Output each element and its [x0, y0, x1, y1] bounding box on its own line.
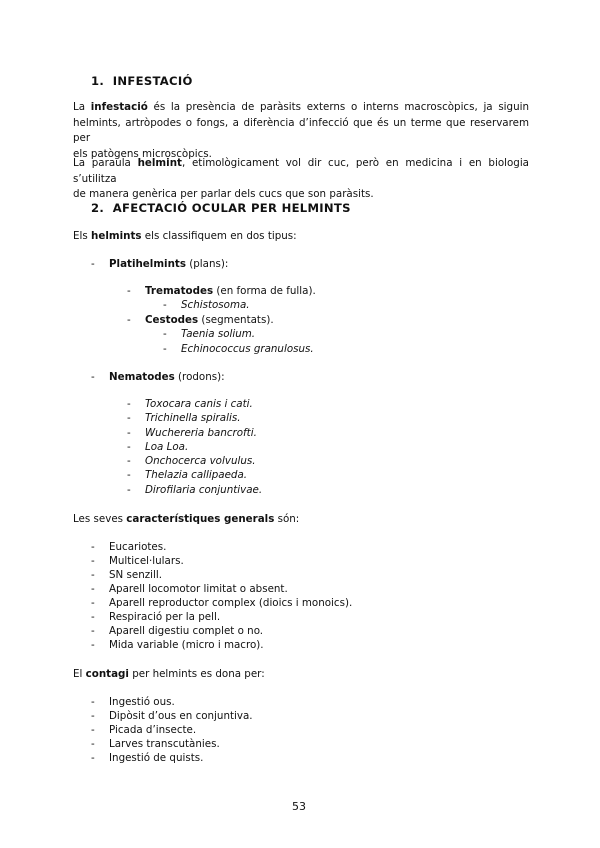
list-bullet: - — [91, 752, 95, 764]
text: els classifiquem en dos tipus: — [141, 230, 297, 242]
list-item: Multicel·lulars. — [109, 555, 184, 567]
characteristics-intro — [73, 513, 299, 525]
list-bullet: - — [91, 724, 95, 736]
list-item-nematodes — [109, 371, 225, 383]
paragraph-line — [73, 156, 529, 187]
term-contagi: contagi — [85, 668, 129, 680]
text: són: — [274, 513, 300, 525]
list-item: Respiració per la pell. — [109, 611, 221, 623]
text: per helmints es dona per: — [128, 668, 265, 680]
list-bullet: - — [127, 469, 131, 481]
list-item: Ingestió ous. — [109, 696, 175, 708]
paragraph-helmint — [73, 156, 529, 203]
paragraph-line: helmints, artròpodes o fongs, a diferència d’infecció que és un terme que reservarem per — [73, 116, 529, 144]
list-bullet: - — [91, 597, 95, 609]
list-bullet: - — [127, 314, 131, 326]
species-item: Wuchereria bancrofti. — [145, 427, 257, 439]
list-bullet: - — [127, 285, 131, 297]
list-item: Aparell digestiu complet o no. — [109, 625, 264, 637]
section-heading-afectacio — [91, 201, 351, 215]
term-helmint: helmint — [137, 157, 182, 169]
species-item: Thelazia callipaeda. — [145, 469, 248, 481]
species-item: Dirofilaria conjuntivae. — [145, 484, 263, 496]
list-bullet: - — [91, 555, 95, 567]
term-trematodes: Trematodes — [145, 285, 214, 297]
list-item-trematodes — [145, 285, 316, 297]
list-bullet: - — [91, 710, 95, 722]
paragraph-line: de manera genèrica per parlar dels cucs que son paràsits. — [73, 188, 374, 200]
list-bullet: - — [91, 583, 95, 595]
list-item: Aparell locomotor limitat o absent. — [109, 583, 288, 595]
page-number: 53 — [292, 800, 306, 813]
list-item: Aparell reproductor complex (dioics i monoics). — [109, 597, 353, 609]
text: La paraula — [73, 157, 138, 169]
list-bullet: - — [91, 738, 95, 750]
text: Els — [73, 230, 92, 242]
list-item: Ingestió de quists. — [109, 752, 204, 764]
text: (rodons): — [174, 371, 225, 383]
list-item: Dipòsit d’ous en conjuntiva. — [109, 710, 253, 722]
list-bullet: - — [91, 625, 95, 637]
list-item: Larves transcutànies. — [109, 738, 220, 750]
list-bullet: - — [127, 455, 131, 467]
term-helmints: helmints — [91, 230, 142, 242]
text: , etimològicament vol dir cuc, però en medicina i en biologia s’utilitza — [73, 157, 529, 185]
text: (plans): — [185, 258, 229, 270]
list-item-cestodes — [145, 314, 274, 326]
list-bullet: - — [127, 398, 131, 410]
section-title: AFECTACIÓ OCULAR PER HELMINTS — [112, 201, 351, 215]
list-bullet: - — [91, 569, 95, 581]
list-bullet: - — [163, 299, 167, 311]
section-number: 1. — [91, 74, 105, 88]
text: (segmentats). — [198, 314, 274, 326]
list-bullet: - — [91, 639, 95, 651]
list-bullet: - — [91, 611, 95, 623]
list-bullet: - — [91, 371, 95, 383]
species-item: Schistosoma. — [181, 299, 250, 311]
paragraph-infestacio — [73, 100, 529, 162]
list-bullet: - — [163, 328, 167, 340]
species-item: Trichinella spiralis. — [145, 412, 241, 424]
paragraph-line: els patògens microscòpics. — [73, 147, 212, 160]
list-item: Picada d’insecte. — [109, 724, 197, 736]
list-item: Eucariotes. — [109, 541, 167, 553]
text: El — [73, 668, 86, 680]
list-bullet: - — [163, 343, 167, 355]
text: Les seves — [73, 513, 127, 525]
species-item: Echinococcus granulosus. — [181, 343, 314, 355]
section-heading-infestacio — [91, 74, 193, 88]
paragraph-line — [73, 100, 529, 116]
text: (en forma de fulla). — [213, 285, 316, 297]
list-item: SN senzill. — [109, 569, 162, 581]
list-bullet: - — [127, 441, 131, 453]
term-caracteristiques: característiques generals — [126, 513, 275, 525]
species-item: Taenia solium. — [181, 328, 256, 340]
section-title: INFESTACIÓ — [112, 74, 193, 88]
list-item: Mida variable (micro i macro). — [109, 639, 264, 651]
term-platihelmints: Platihelmints — [109, 258, 186, 270]
term-infestacio: infestació — [90, 101, 148, 113]
list-bullet: - — [127, 427, 131, 439]
list-bullet: - — [127, 484, 131, 496]
list-bullet: - — [91, 541, 95, 553]
list-bullet: - — [91, 258, 95, 270]
species-item: Loa Loa. — [145, 441, 189, 453]
text: La — [73, 101, 91, 113]
list-item-platihelmints — [109, 258, 228, 270]
classification-intro — [73, 230, 297, 242]
species-item: Onchocerca volvulus. — [145, 455, 256, 467]
text: és la presència de paràsits externs o interns macroscòpics, ja siguin — [147, 101, 529, 113]
list-bullet: - — [127, 412, 131, 424]
term-cestodes: Cestodes — [145, 314, 199, 326]
contagion-intro — [73, 668, 265, 680]
list-bullet: - — [91, 696, 95, 708]
term-nematodes: Nematodes — [109, 371, 175, 383]
species-item: Toxocara canis i cati. — [145, 398, 253, 410]
section-number: 2. — [91, 201, 105, 215]
